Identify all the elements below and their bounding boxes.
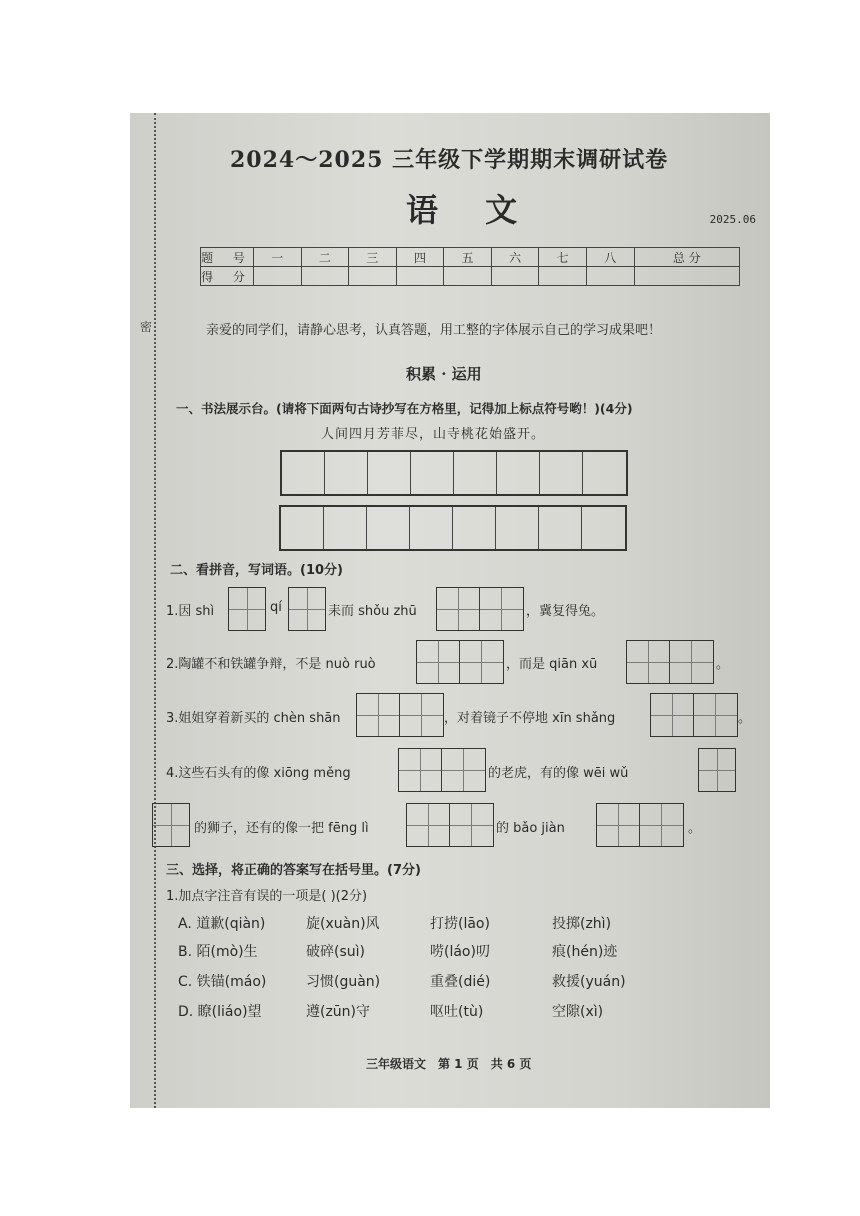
tianzige-cell[interactable]: [153, 804, 189, 846]
q2-line5-end: 。: [688, 821, 702, 836]
q2-title: 二、看拼音，写词语。(10分): [170, 563, 343, 578]
writing-cell[interactable]: [539, 507, 582, 549]
writing-cell[interactable]: [496, 507, 539, 549]
q3-option-d-2: 遵(zūn)守: [306, 1004, 371, 1020]
q2-answer-box[interactable]: [596, 803, 684, 847]
tianzige-cell[interactable]: [357, 694, 400, 736]
tianzige-cell[interactable]: [437, 588, 480, 630]
score-col: 五: [444, 248, 492, 267]
tianzige-cell[interactable]: [651, 694, 694, 736]
q2-line5-prompt: 的狮子，还有的像一把 fēng lì: [194, 821, 369, 836]
subject-title: 语 文: [406, 191, 536, 229]
score-total-label: 总 分: [634, 248, 740, 267]
page-footer: 三年级语文 第 1 页 共 6 页: [366, 1057, 532, 1071]
writing-cell[interactable]: [325, 452, 368, 494]
writing-cell[interactable]: [582, 507, 625, 549]
tianzige-cell[interactable]: [480, 588, 523, 630]
writing-cell[interactable]: [368, 452, 411, 494]
tianzige-cell[interactable]: [460, 641, 503, 683]
q3-sub1: 1.加点字注音有误的一项是( )(2分): [166, 889, 368, 904]
q3-option-b-1: B. 陌(mò)生: [178, 944, 258, 960]
score-cell[interactable]: [301, 267, 349, 286]
score-cell[interactable]: [634, 267, 740, 286]
q1-writing-grid-row-1[interactable]: [280, 450, 628, 496]
q2-answer-box[interactable]: [650, 693, 738, 737]
q1-title: 一、书法展示台。(请将下面两句古诗抄写在方格里，记得加上标点符号哟！)(4分): [176, 401, 633, 416]
q3-option-b-4: 痕(hén)迹: [552, 944, 618, 960]
q3-option-d-1: D. 瞭(liáo)望: [178, 1004, 262, 1020]
tianzige-cell[interactable]: [640, 804, 683, 846]
score-table-header-row: [201, 248, 740, 267]
q3-title: 三、选择，将正确的答案写在括号里。(7分): [166, 863, 421, 878]
tianzige-cell[interactable]: [407, 804, 450, 846]
q2-answer-box[interactable]: [228, 587, 266, 631]
score-col: 三: [349, 248, 397, 267]
writing-cell[interactable]: [410, 507, 453, 549]
tianzige-cell[interactable]: [597, 804, 640, 846]
q2-answer-box[interactable]: [406, 803, 494, 847]
tianzige-cell[interactable]: [289, 588, 325, 630]
q1-writing-grid-row-2[interactable]: [279, 505, 627, 551]
exam-paper: [130, 113, 770, 1108]
tianzige-cell[interactable]: [442, 749, 485, 791]
score-cell[interactable]: [396, 267, 444, 286]
q3-option-d-3: 呕吐(tù): [430, 1004, 484, 1020]
score-cell[interactable]: [586, 267, 634, 286]
exam-date: 2025.06: [709, 213, 756, 226]
q3-option-a-3: 打捞(lāo): [430, 916, 490, 932]
writing-cell[interactable]: [583, 452, 626, 494]
q2-line1-end: ，冀复得兔。: [526, 604, 605, 619]
writing-cell[interactable]: [454, 452, 497, 494]
q2-line5-mid: 的 bǎo jiàn: [496, 821, 565, 836]
score-cell[interactable]: [349, 267, 397, 286]
tianzige-cell[interactable]: [694, 694, 737, 736]
tianzige-cell[interactable]: [399, 749, 442, 791]
q2-line1-mid: 耒而 shǒu zhū: [328, 604, 417, 619]
tianzige-cell[interactable]: [417, 641, 460, 683]
intro-text: 亲爱的同学们，请静心思考，认真答题，用工整的字体展示自己的学习成果吧！: [206, 323, 662, 338]
q2-answer-box[interactable]: [416, 640, 504, 684]
q2-answer-box[interactable]: [288, 587, 326, 631]
writing-cell[interactable]: [411, 452, 454, 494]
writing-cell[interactable]: [281, 507, 324, 549]
q2-answer-box[interactable]: [698, 748, 736, 792]
q2-answer-box[interactable]: [436, 587, 524, 631]
score-row-label: 得 分: [201, 267, 254, 286]
tianzige-cell[interactable]: [229, 588, 265, 630]
score-col: 六: [491, 248, 539, 267]
tianzige-cell[interactable]: [670, 641, 713, 683]
q1-poem: 人间四月芳菲尽，山寺桃花始盛开。: [321, 427, 546, 442]
q3-option-c-4: 救援(yuán): [552, 974, 626, 990]
q2-answer-box[interactable]: [152, 803, 190, 847]
q2-line1-pinyin: qí: [270, 600, 282, 615]
q3-option-c-2: 习惯(guàn): [306, 974, 381, 990]
q3-option-a-1: A. 道歉(qiàn): [178, 916, 266, 932]
score-col: 八: [586, 248, 634, 267]
writing-cell[interactable]: [540, 452, 583, 494]
tianzige-cell[interactable]: [627, 641, 670, 683]
binding-dotted-line: [154, 113, 156, 1108]
q3-option-c-1: C. 铁锚(máo): [178, 974, 267, 990]
score-col: 二: [301, 248, 349, 267]
q2-line2-mid: ，而是 qiān xū: [506, 657, 598, 672]
tianzige-cell[interactable]: [400, 694, 443, 736]
score-col: 七: [539, 248, 587, 267]
exam-title: 2024～2025 三年级下学期期末调研试卷: [230, 147, 669, 173]
score-cell[interactable]: [539, 267, 587, 286]
score-col: 一: [254, 248, 302, 267]
writing-cell[interactable]: [282, 452, 325, 494]
q2-line2-end: 。: [716, 657, 730, 672]
writing-cell[interactable]: [367, 507, 410, 549]
q2-line3-prompt: 3.姐姐穿着新买的 chèn shān: [166, 711, 341, 726]
q2-answer-box[interactable]: [398, 748, 486, 792]
score-cell[interactable]: [444, 267, 492, 286]
q3-option-c-3: 重叠(dié): [430, 974, 491, 990]
q2-line3-mid: ，对着镜子不停地 xīn shǎng: [444, 711, 616, 726]
paper-content: [166, 113, 770, 1108]
tianzige-cell[interactable]: [450, 804, 493, 846]
q2-line4-prompt: 4.这些石头有的像 xiōng měng: [166, 766, 351, 781]
binding-mark: 密: [140, 320, 153, 334]
tianzige-cell[interactable]: [699, 749, 735, 791]
q3-option-a-2: 旋(xuàn)风: [306, 916, 380, 932]
q2-line4-mid: 的老虎，有的像 wēi wǔ: [488, 766, 629, 781]
score-table: [200, 247, 740, 286]
score-cell[interactable]: [254, 267, 302, 286]
q2-line3-end: 。: [738, 711, 752, 726]
q2-answer-box[interactable]: [356, 693, 444, 737]
q2-line2-prompt: 2.陶罐不和铁罐争辩，不是 nuò ruò: [166, 657, 376, 672]
q3-option-b-3: 唠(láo)叨: [430, 944, 490, 960]
score-table-score-row: [201, 267, 740, 286]
q3-option-a-4: 投掷(zhì): [552, 916, 612, 932]
score-cell[interactable]: [491, 267, 539, 286]
q3-option-d-4: 空隙(xì): [552, 1004, 604, 1020]
score-col: 四: [396, 248, 444, 267]
writing-cell[interactable]: [497, 452, 540, 494]
q2-answer-box[interactable]: [626, 640, 714, 684]
q3-option-b-2: 破碎(suì): [306, 944, 365, 960]
section-title: 积累 · 运用: [406, 365, 482, 383]
score-table-row-label: 题 号: [201, 248, 254, 267]
writing-cell[interactable]: [453, 507, 496, 549]
writing-cell[interactable]: [324, 507, 367, 549]
q2-line1-prompt: 1.因 shì: [166, 604, 215, 619]
